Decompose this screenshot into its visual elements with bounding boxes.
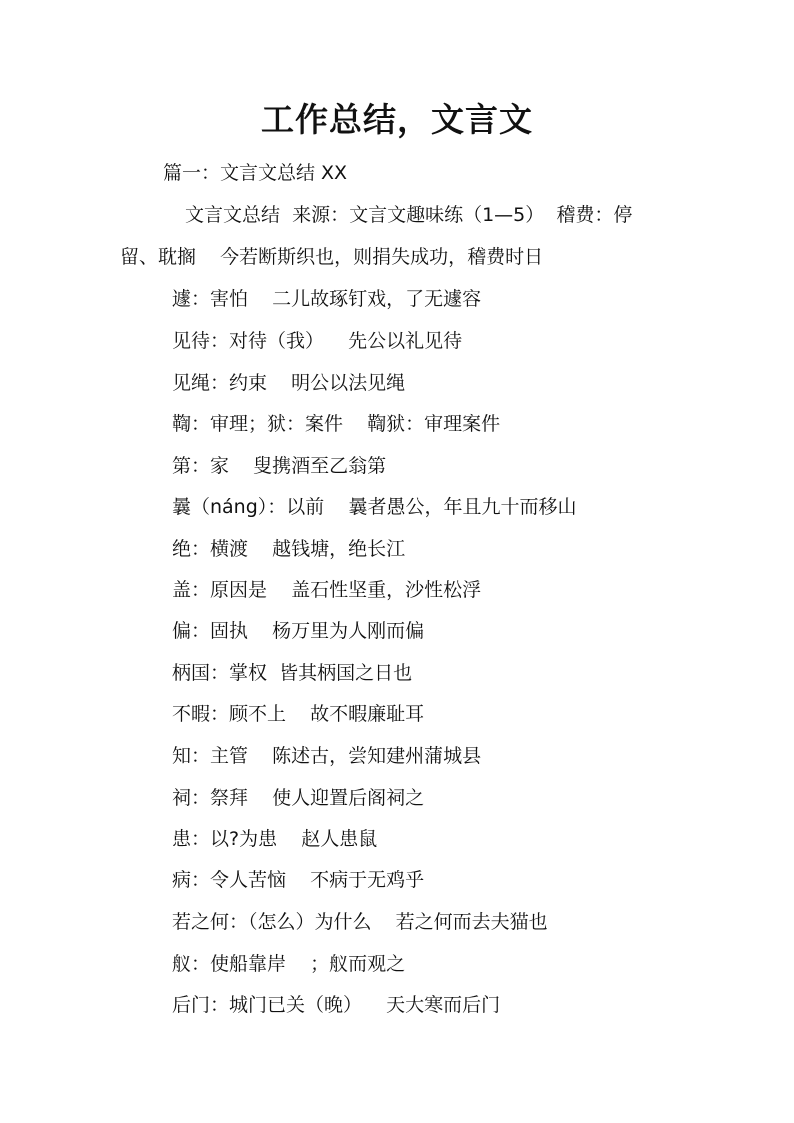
text-line: 病：令人苦恼 不病于无鸡乎	[172, 869, 425, 891]
text-line: 不暇：顾不上 故不暇廉耻耳	[172, 703, 425, 725]
text-line: 舣：使船靠岸 ；舣而观之	[172, 953, 406, 975]
text-line: 遽：害怕 二儿故琢钉戏，了无遽容	[172, 288, 482, 310]
text-line: 第：家 叟携酒至乙翁第	[172, 455, 387, 477]
text-line: 盖：原因是 盖石性坚重，沙性松浮	[172, 579, 482, 601]
text-line: 患：以?为患 赵人患鼠	[172, 828, 378, 850]
document-title: 工作总结，文言文	[261, 100, 533, 139]
text-line: 知：主管 陈述古，尝知建州蒲城县	[172, 745, 482, 767]
text-line: 后门：城门已关（晚） 天大寒而后门	[172, 994, 501, 1016]
text-line: 文言文总结 来源：文言文趣味练（1—5） 稽费：停	[185, 204, 633, 226]
text-line: 鞫：审理；狱：案件 鞫狱：审理案件	[172, 413, 501, 435]
text-line: 若之何：（怎么）为什么 若之何而去夫猫也	[172, 911, 548, 933]
text-line: 见绳：约束 明公以法见绳	[172, 372, 406, 394]
text-line: 柄国：掌权 皆其柄国之日也	[172, 662, 413, 684]
text-line: 绝：横渡 越钱塘，绝长江	[172, 538, 406, 560]
text-line: 祠：祭拜 使人迎置后阁祠之	[172, 787, 425, 809]
text-line: 见待：对待（我） 先公以礼见待	[172, 330, 463, 352]
text-line: 留、耽搁 今若断斯织也，则捐失成功，稽费时日	[120, 246, 544, 268]
text-line: 偏：固执 杨万里为人刚而偏	[172, 620, 425, 642]
text-line: 篇一：文言文总结 XX	[163, 162, 348, 184]
text-line: 曩（náng）：以前 曩者愚公，年且九十而移山	[172, 496, 577, 518]
